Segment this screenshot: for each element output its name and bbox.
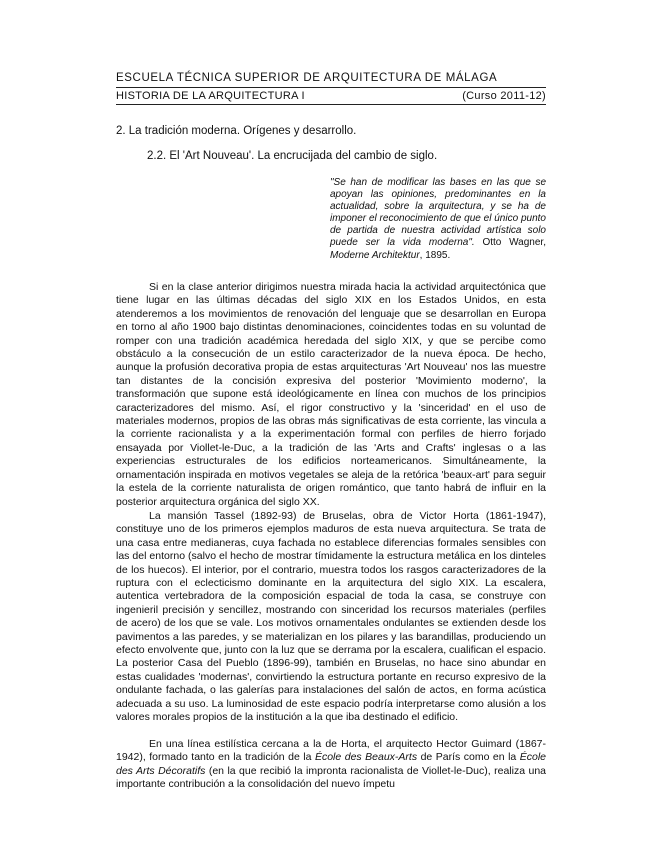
paragraph-3-emphasis-1: École des Beaux-Arts	[314, 751, 418, 764]
paragraph-3-emphasis-2: École des Arts Décoratifs	[116, 751, 547, 777]
header-rule-bottom	[116, 104, 546, 105]
paragraph-3	[116, 738, 546, 792]
paragraph-1-text: Si en la clase anterior dirigimos nuestra mirada hacia la actividad arquitectónica que tiene lugar en las últimas décadas del siglo XIX en los Estados Unidos, en esta atenderemos a los movimientos de renovación del lenguaje que se desarrollan en Europa en torno al año 1900 bajo distintas denominaciones, coincidentes todas en su voluntad de romper con una tradición académica heredada del siglo XIX, y que se percibe como obstáculo a la consecución de un estilo caracterizador de la nueva época. De hecho, aunque la profusión decorativa propia de estas arquitecturas 'Art Nouveau' nos las muestre tan distantes de la concisión expresiva del posterior 'Movimiento moderno', la transformación que supone está ideológicamente en línea con muchos de los principios caracterizadores del mismo. Así, el rigor constructivo y la 'sinceridad' en el uso de materiales modernos, propios de las obras más significativas de esta corriente, las vincula a la corriente racionalista y a la experimentación formal con perfiles de hierro forjado ensayada por Viollet-le-Duc, a la tradición de las 'Arts and Crafts' inglesas o a las experiencias estructurales de los edificios norteamericanos. Simultáneamente, la ornamentación inspirada en motivos vegetales se aleja de la retórica 'beaux-art' para seguir la estela de la corriente naturalista de origen romántico, que tanto habrá de influir en la posterior arquitectura orgánica del siglo XX.	[116, 281, 546, 508]
paragraph-1	[116, 281, 546, 509]
paragraph-2	[116, 510, 546, 725]
epigraph-year: , 1895.	[419, 249, 451, 261]
paragraph-3-text-c: (en la que recibió la impronta racionalista de Viollet-le-Duc), realiza una importante contribución a la consolidación del nuevo ímpetu	[116, 764, 547, 791]
section-title: 2. La tradición moderna. Orígenes y desarrollo.	[116, 125, 357, 137]
epigraph	[330, 177, 546, 262]
header-school: ESCUELA TÉCNICA SUPERIOR DE ARQUITECTURA DE MÁLAGA	[116, 72, 498, 84]
paragraph-3-text-a: En una línea estilística cercana a la de Horta, el arquitecto Hector Guimard (1867-1942), formado tanto en la tradición de la	[116, 738, 546, 764]
paragraph-2-text: La mansión Tassel (1892-93) de Bruselas, obra de Victor Horta (1861-1947), constituye uno de los primeros ejemplos maduros de esta nueva arquitectura. Se trata de una casa entre medianeras, cuya fachada no establece diferencias formales sensibles con las del entorno (salvo el hecho de mostrar tímidamente la estructura metálica en los dinteles de los huecos). El interior, por el contrario, muestra todos los rasgos caracterizadores de la ruptura con el eclecticismo dominante en la arquitectura del siglo XIX. La escalera, autentica vertebradora de la composición espacial de toda la casa, se construye con ingenieril precisión y sencillez, mostrando con sinceridad los recursos materiales (perfiles de acero) de los que se vale. Los motivos ornamentales ondulantes se extienden desde los pavimentos a las paredes, y se materializan en los pilares y las barandillas, produciendo un efecto envolvente que, junto con la luz que se derrama por la escalera, cualifican el espacio. La posterior Casa del Pueblo (1896-99), también en Bruselas, no hace sino abundar en estas cualidades 'modernas', convirtiendo la estructura portante en recurso expresivo de la ondulante fachada, o las galerías para instalaciones del salón de actos, en forma acústica adecuada a su uso. La luminosidad de este espacio podría interpretarse como alusión a los valores morales propios de la institución a la que iba destinado el edificio.	[116, 510, 546, 724]
epigraph-quote: "Se han de modificar las bases en las que se apoyan las opiniones, predominantes en la actualidad, sobre la arquitectura, y se ha de imponer el reconocimiento de que el único punto de partida de nuestra actividad artística solo puede ser la vida moderna".	[330, 177, 546, 249]
header-year: (Curso 2011-12)	[462, 90, 546, 102]
epigraph-author: Otto Wagner,	[474, 237, 546, 249]
header-rule-top	[116, 87, 546, 88]
paragraph-3-text-b: de París como en la	[417, 751, 520, 764]
section-subtitle: 2.2. El 'Art Nouveau'. La encrucijada del cambio de siglo.	[147, 150, 438, 162]
header-course: HISTORIA DE LA ARQUITECTURA I	[116, 90, 305, 102]
epigraph-work: Moderne Architektur	[330, 249, 420, 261]
header-course-line	[116, 90, 546, 102]
